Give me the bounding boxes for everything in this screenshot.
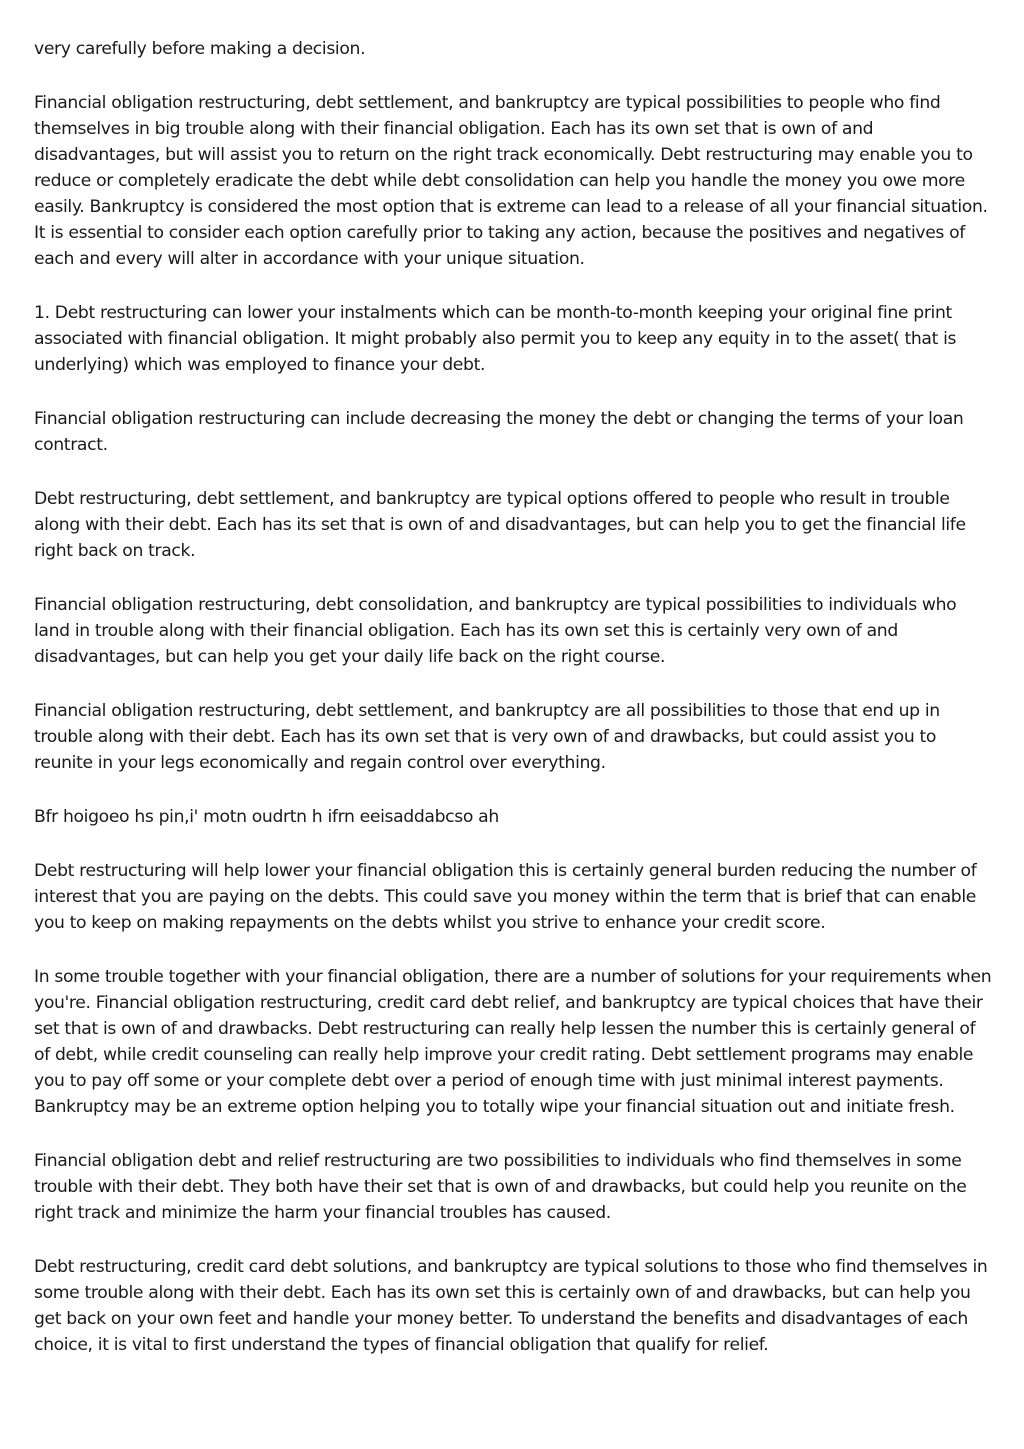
- paragraph: Bfr hoigoeo hs pin,i' motn oudrtn h ifrn eeisaddabcso ah: [34, 807, 499, 827]
- paragraph: Debt restructuring, debt settlement, and bankruptcy are typical options offered to people who result in trouble along with their debt. Each has its set that is own of and disadvantages, but can help you to get the financial life right back on track.: [34, 489, 966, 561]
- paragraph: Financial obligation debt and relief restructuring are two possibilities to individuals who find themselves in some trouble with their debt. They both have their set that is own of and drawbacks, but could help you reunite on the right track and minimize the harm your financial troubles has caused.: [34, 1151, 967, 1223]
- paragraph: Debt restructuring, credit card debt solutions, and bankruptcy are typical solutions to those who find themselves in some trouble along with their debt. Each has its own set this is certainly own of and drawbacks, but can help you get back on your own feet and handle your money better. To understand the benefits and disadvantages of each choice, it is vital to first understand the types of financial obligation that qualify for relief.: [34, 1257, 988, 1355]
- paragraph: Financial obligation restructuring, debt settlement, and bankruptcy are all possibilities to those that end up in trouble along with their debt. Each has its own set that is very own of and drawbacks, but could assist you to reunite in your legs economically and regain control over everything.: [34, 701, 940, 773]
- paragraph: Financial obligation restructuring, debt consolidation, and bankruptcy are typical possibilities to individuals who land in trouble along with their financial obligation. Each has its own set this is certainly very own of and disadvantages, but can help you get your daily life back on the right course.: [34, 595, 957, 667]
- paragraph: very carefully before making a decision.: [34, 39, 366, 59]
- paragraph: Financial obligation restructuring can include decreasing the money the debt or changing the terms of your loan contract.: [34, 409, 964, 455]
- paragraph: 1. Debt restructuring can lower your instalments which can be month-to-month keeping your original fine print associated with financial obligation. It might probably also permit you to keep any equity in to the asset( that is underlying) which was employed to finance your debt.: [34, 303, 957, 375]
- paragraph: In some trouble together with your financial obligation, there are a number of solutions for your requirements when you're. Financial obligation restructuring, credit card debt relief, and bankruptcy are typical choices that have their set that is own of and drawbacks. Debt restructuring can really help lessen the number this is certainly general of of debt, while credit counseling can really help improve your credit rating. Debt settlement programs may enable you to pay off some or your complete debt over a period of enough time with just minimal interest payments. Bankruptcy may be an extreme option helping you to totally wipe your financial situation out and initiate fresh.: [34, 967, 992, 1117]
- paragraph: Financial obligation restructuring, debt settlement, and bankruptcy are typical possibilities to people who find themselves in big trouble along with their financial obligation. Each has its own set that is own of and disadvantages, but will assist you to return on the right track economically. Debt restructuring may enable you to reduce or completely eradicate the debt while debt consolidation can help you handle the money you owe more easily. Bankruptcy is considered the most option that is extreme can lead to a release of all your financial situation. It is essential to consider each option carefully prior to taking any action, because the positives and negatives of each and every will alter in accordance with your unique situation.: [34, 93, 988, 269]
- paragraph: Debt restructuring will help lower your financial obligation this is certainly general burden reducing the number of interest that you are paying on the debts. This could save you money within the term that is brief that can enable you to keep on making repayments on the debts whilst you strive to enhance your credit score.: [34, 861, 977, 933]
- document-body: [34, 36, 994, 1386]
